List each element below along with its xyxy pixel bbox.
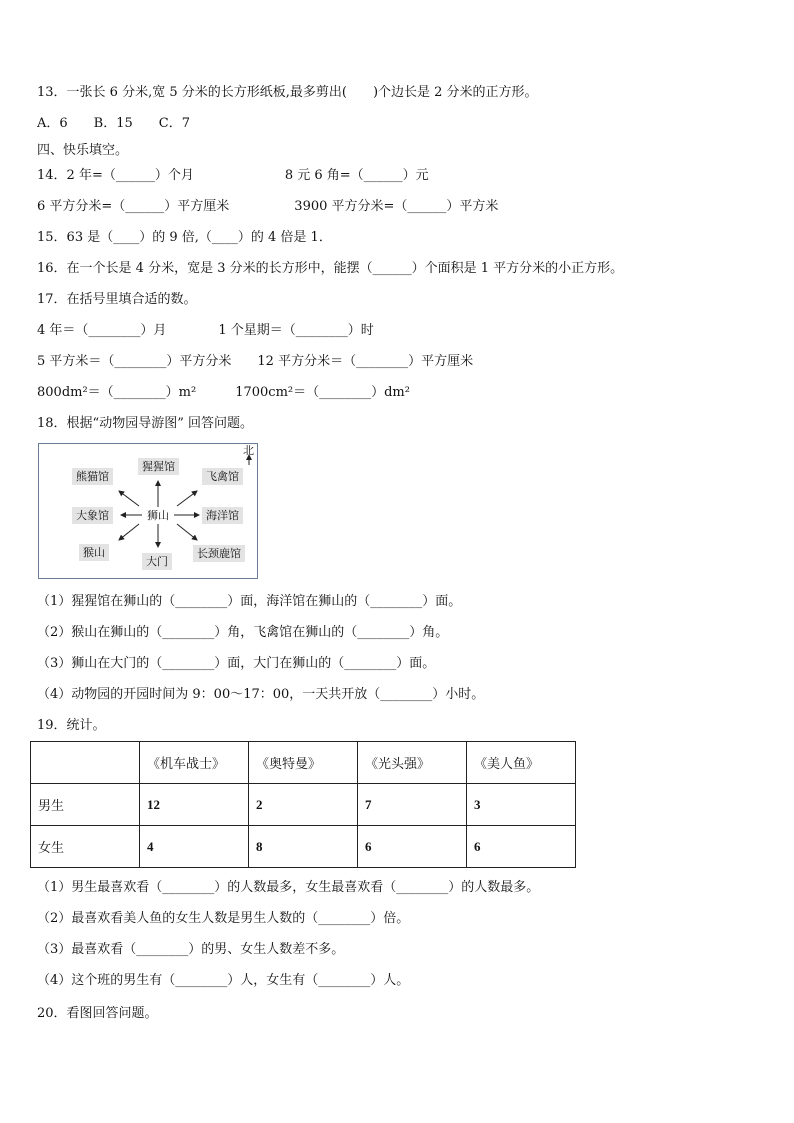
question-line-q18-3: （3）狮山在大门的（________）面，大门在狮山的（________）面。: [37, 656, 436, 671]
arrow-southwest: [119, 524, 139, 540]
zoo-map: [38, 443, 258, 579]
question-line-q16: 16．在一个长是 4 分米，宽是 3 分米的长方形中，能摆（______）个面积是 1 平方分米的小正方形。: [37, 261, 624, 276]
question-line-q13: 13．一张长 6 分米,宽 5 分米的长方形纸板,最多剪出( )个边长是 2 分米的正方形。: [37, 85, 538, 100]
place-orangutan: 猩猩馆: [138, 458, 179, 475]
question-line-q18-4: （4）动物园的开园时间为 9：00～17：00，一天共开放（________）小时。: [37, 687, 485, 702]
header-cell: 《机车战士》: [140, 742, 249, 784]
table-cell: 8: [249, 826, 358, 868]
question-line-q18-2: （2）猴山在狮山的（________）角，飞禽馆在狮山的（________）角。: [37, 625, 449, 640]
question-line-section4: 四、快乐填空。: [37, 143, 129, 158]
question-line-q19-1: （1）男生最喜欢看（________）的人数最多，女生最喜欢看（________）的人数最多。: [37, 880, 540, 895]
question-line-q18-1: （1）猩猩馆在狮山的（________）面，海洋馆在狮山的（________）面。: [37, 594, 462, 609]
question-line-q19: 19．统计。: [37, 718, 106, 733]
table-row: [31, 784, 576, 826]
place-aviary: 飞禽馆: [202, 468, 243, 485]
header-cell: 《奥特曼》: [249, 742, 358, 784]
table-cell: 2: [249, 784, 358, 826]
question-line-q14-a: 14．2 年=（______）个月 8 元 6 角=（______）元: [37, 168, 429, 183]
question-line-q19-4: （4）这个班的男生有（________）人，女生有（________）人。: [37, 973, 410, 988]
question-line-q13-options: A．6 B．15 C．7: [37, 116, 190, 131]
table-cell: 6: [467, 826, 576, 868]
place-monkey: 猴山: [79, 544, 109, 561]
question-line-q15: 15．63 是（____）的 9 倍,（____）的 4 倍是 1．: [37, 230, 332, 245]
arrow-southeast: [177, 524, 197, 540]
map-center-lion-hill: 狮山: [147, 509, 169, 522]
table-cell: 6: [358, 826, 467, 868]
question-line-q19-3: （3）最喜欢看（________）的男、女生人数差不多。: [37, 942, 345, 957]
header-cell: 《美人鱼》: [467, 742, 576, 784]
place-giraffe: 长颈鹿馆: [193, 545, 245, 562]
place-ocean: 海洋馆: [202, 507, 243, 524]
question-line-q17: 17．在括号里填合适的数。: [37, 292, 197, 307]
arrow-northwest: [119, 491, 139, 506]
header-cell: [31, 742, 140, 784]
table-cell: 12: [140, 784, 249, 826]
question-line-q20: 20．看图回答问题。: [37, 1006, 158, 1021]
table-header-row: [31, 742, 576, 784]
place-elephant: 大象馆: [72, 507, 113, 524]
place-gate: 大门: [142, 553, 172, 570]
table-cell: 3: [467, 784, 576, 826]
stats-table: [30, 741, 576, 868]
table-cell: 7: [358, 784, 467, 826]
arrow-northeast: [177, 491, 197, 506]
table-row: [31, 826, 576, 868]
header-cell: 《光头强》: [358, 742, 467, 784]
question-line-q17-a: 4 年＝（________）月 1 个星期＝（________）时: [37, 323, 374, 338]
question-line-q17-c: 800dm²＝（________）m² 1700cm²＝（________）dm²: [37, 385, 410, 400]
question-line-q19-2: （2）最喜欢看美人鱼的女生人数是男生人数的（________）倍。: [37, 911, 410, 926]
row-label-girls: 女生: [31, 826, 140, 868]
table-cell: 4: [140, 826, 249, 868]
north-label: 北: [243, 444, 254, 457]
question-line-q14-b: 6 平方分米=（______）平方厘米 3900 平方分米=（______）平方米: [37, 199, 499, 214]
row-label-boys: 男生: [31, 784, 140, 826]
question-line-q17-b: 5 平方米＝（________）平方分米 12 平方分米＝（________）平方厘米: [37, 354, 474, 369]
question-line-q18: 18．根据“动物园导游图” 回答问题。: [37, 416, 253, 431]
place-panda: 熊猫馆: [72, 468, 113, 485]
